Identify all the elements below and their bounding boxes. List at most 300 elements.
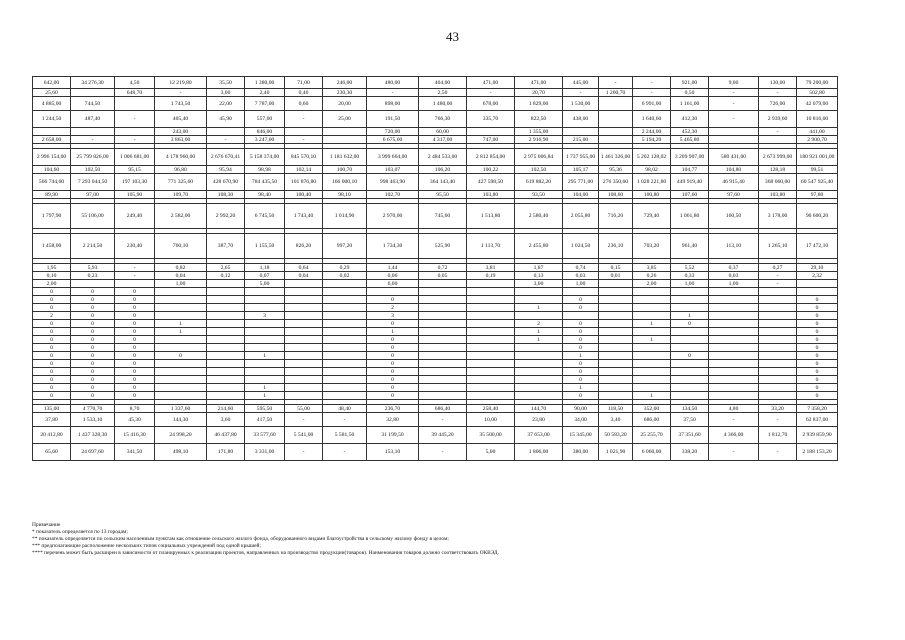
table-cell: - <box>709 444 759 461</box>
table-cell: 29,10 <box>797 264 838 272</box>
table-cell: 128,18 <box>759 166 797 174</box>
table-cell: 63 837,00 <box>797 413 838 427</box>
table-cell: 845 570,10 <box>285 149 323 166</box>
table-cell <box>515 296 563 304</box>
table-cell: 1 061,80 <box>671 204 709 229</box>
table-cell: 5 158 374,00 <box>245 149 285 166</box>
table-cell: 0 <box>563 296 599 304</box>
table-cell <box>155 360 207 368</box>
table-cell <box>709 296 759 304</box>
table-cell: 71,00 <box>285 77 323 89</box>
table-cell: 37 653,00 <box>515 427 563 444</box>
table-cell <box>245 360 285 368</box>
table-cell <box>515 288 563 296</box>
table-cell: 0 <box>115 344 155 352</box>
table-cell: - <box>467 89 515 97</box>
note-4: **** перечень может быть расширен в зависимости от планируемых к реализации проектов, направленных на производство продукции(товаров). Наименования товаров должно соответствовать ОКВЭД. <box>32 550 499 556</box>
table-cell: - <box>759 444 797 461</box>
table-cell: - <box>323 413 367 427</box>
table-cell: 0 <box>115 376 155 384</box>
table-cell <box>285 320 323 328</box>
table-cell <box>599 312 633 320</box>
table-cell <box>563 128 599 136</box>
table-cell: - <box>323 444 367 461</box>
table-cell <box>467 296 515 304</box>
table-cell <box>599 376 633 384</box>
table-cell <box>323 328 367 336</box>
table-row <box>33 234 838 259</box>
table-cell <box>71 89 115 97</box>
table-cell: 2 939 859,90 <box>797 427 838 444</box>
table-cell <box>709 376 759 384</box>
table-cell: 335,70 <box>467 111 515 128</box>
table-cell: 427 598,50 <box>467 174 515 191</box>
table-cell <box>245 368 285 376</box>
table-cell: 34,00 <box>563 413 599 427</box>
table-row <box>33 97 838 111</box>
table-cell: 5 541,00 <box>285 427 323 444</box>
table-cell: 0,33 <box>671 272 709 280</box>
table-cell: 249,40 <box>115 204 155 229</box>
table-cell: 3,81 <box>467 264 515 272</box>
table-cell: 0 <box>797 304 838 312</box>
table-cell <box>709 320 759 328</box>
table-cell: 236,10 <box>599 234 633 259</box>
table-cell <box>599 320 633 328</box>
table-cell: 2 970,00 <box>367 204 419 229</box>
table-cell: 5,93 <box>71 264 115 272</box>
table-cell: 104,77 <box>671 166 709 174</box>
table-cell <box>323 288 367 296</box>
table-cell: 998 463,90 <box>367 174 419 191</box>
table-cell <box>155 304 207 312</box>
table-cell <box>563 288 599 296</box>
table-cell: 7 358,20 <box>797 405 838 413</box>
table-cell <box>467 128 515 136</box>
table-cell: 438,00 <box>563 111 599 128</box>
table-cell: - <box>759 280 797 288</box>
table-cell: 686,00 <box>633 413 671 427</box>
table-row <box>33 149 838 166</box>
table-cell <box>419 392 467 400</box>
table-cell: 0 <box>797 352 838 360</box>
table-cell <box>599 344 633 352</box>
table-cell: 502,80 <box>797 89 838 97</box>
table-cell: 716,20 <box>599 204 633 229</box>
table-cell: 93,50 <box>515 191 563 199</box>
table-cell <box>419 384 467 392</box>
table-cell <box>797 280 838 288</box>
table-cell <box>207 368 245 376</box>
table-cell <box>419 288 467 296</box>
table-cell: 106,20 <box>419 166 467 174</box>
table-cell: 95,94 <box>207 166 245 174</box>
table-cell <box>467 312 515 320</box>
table-cell <box>419 376 467 384</box>
table-cell: 95,15 <box>115 166 155 174</box>
table-cell: 171,80 <box>207 444 245 461</box>
table-cell: 1,00 <box>709 280 759 288</box>
table-cell: 3,85 <box>633 264 671 272</box>
table-cell: 1 <box>563 352 599 360</box>
table-cell: 79 200,00 <box>797 77 838 89</box>
table-cell <box>599 352 633 360</box>
table-cell: 720,00 <box>367 128 419 136</box>
table-cell: 404,00 <box>419 77 467 89</box>
table-cell: 25,00 <box>323 111 367 128</box>
table-cell: 2 455,80 <box>515 234 563 259</box>
table-cell <box>599 97 633 111</box>
table-cell <box>599 136 633 144</box>
table-cell: 1 006 681,00 <box>115 149 155 166</box>
table-cell: 90 600,20 <box>797 204 838 229</box>
table-cell: 2,00 <box>633 280 671 288</box>
table-cell <box>245 336 285 344</box>
table-cell <box>515 376 563 384</box>
table-cell <box>599 360 633 368</box>
table-cell: 368 060,00 <box>759 174 797 191</box>
table-cell: 15 345,00 <box>563 427 599 444</box>
table-cell: 258,40 <box>467 405 515 413</box>
table-cell: 295 771,00 <box>563 174 599 191</box>
table-cell: 1 530,00 <box>563 97 599 111</box>
table-row <box>33 272 838 280</box>
table-cell: 4 317,00 <box>419 136 467 144</box>
table-cell: - <box>709 89 759 97</box>
table-cell: 0 <box>367 296 419 304</box>
table-cell: 20 412,80 <box>33 427 71 444</box>
table-cell <box>467 360 515 368</box>
table-cell: 3 <box>245 312 285 320</box>
table-cell <box>285 376 323 384</box>
table-cell: 1 155,50 <box>245 234 285 259</box>
table-cell: 0 <box>115 384 155 392</box>
table-cell: 33 577,60 <box>245 427 285 444</box>
table-cell: 0 <box>33 320 71 328</box>
table-cell: 0 <box>71 288 115 296</box>
table-cell <box>419 328 467 336</box>
table-cell: 0 <box>367 360 419 368</box>
table-cell: 2 <box>515 320 563 328</box>
table-cell <box>285 304 323 312</box>
table-cell: 104,80 <box>709 166 759 174</box>
table-cell <box>245 344 285 352</box>
table-cell: 243,00 <box>155 128 207 136</box>
table-cell: 1 743,40 <box>285 204 323 229</box>
table-cell: 107,60 <box>671 191 709 199</box>
table-cell: - <box>285 136 323 144</box>
table-cell <box>633 312 671 320</box>
notes-block <box>32 522 852 557</box>
table-cell: - <box>285 111 323 128</box>
table-cell: 0,64 <box>285 264 323 272</box>
notes-title: Примечание <box>32 522 61 528</box>
table-cell <box>285 368 323 376</box>
table-cell: 997,20 <box>323 234 367 259</box>
table-cell: 2 244,00 <box>633 128 671 136</box>
table-cell <box>323 296 367 304</box>
table-cell: 0 <box>115 336 155 344</box>
table-cell: 0 <box>33 392 71 400</box>
table-cell: 784 435,50 <box>245 174 285 191</box>
table-cell: 487,40 <box>71 111 115 128</box>
table-cell <box>515 368 563 376</box>
table-cell <box>207 320 245 328</box>
table-row <box>33 288 838 296</box>
table-cell <box>599 328 633 336</box>
table-cell: 1 437 328,30 <box>71 427 115 444</box>
table-cell <box>467 344 515 352</box>
table-cell: 760,10 <box>155 234 207 259</box>
table-cell: 10,00 <box>467 413 515 427</box>
table-cell <box>515 360 563 368</box>
table-cell: 48,40 <box>323 405 367 413</box>
table-cell: 1 380,00 <box>245 77 285 89</box>
table-cell <box>285 384 323 392</box>
table-cell: 105,90 <box>115 191 155 199</box>
table-cell <box>419 320 467 328</box>
table-cell: 1 533,10 <box>71 413 115 427</box>
table-cell: 2,00 <box>33 280 71 288</box>
table-cell: 2,32 <box>797 272 838 280</box>
table-cell: 3 999 664,00 <box>367 149 419 166</box>
table-cell: 1,00 <box>563 280 599 288</box>
table-cell: 0 <box>563 392 599 400</box>
table-cell: 0 <box>71 304 115 312</box>
table-cell <box>155 376 207 384</box>
table-cell: 0 <box>71 328 115 336</box>
table-cell: 25,60 <box>33 89 71 97</box>
table-cell <box>671 360 709 368</box>
table-cell: 6 745,50 <box>245 204 285 229</box>
table-cell: 0,03 <box>563 272 599 280</box>
table-cell: 1 812,70 <box>759 427 797 444</box>
table-cell: - <box>207 136 245 144</box>
table-cell: 619 882,20 <box>515 174 563 191</box>
table-cell: 1 743,50 <box>155 97 207 111</box>
table-cell: 338,20 <box>671 444 709 461</box>
table-body <box>33 77 838 461</box>
table-cell: - <box>367 89 419 97</box>
table-cell <box>323 392 367 400</box>
table-cell: 766,30 <box>419 111 467 128</box>
table-row <box>33 166 838 174</box>
table-cell: 102,14 <box>285 166 323 174</box>
table-cell: 34 276,30 <box>71 77 115 89</box>
table-cell: 20,70 <box>515 89 563 97</box>
table-cell <box>323 344 367 352</box>
table-cell: 101 876,80 <box>285 174 323 191</box>
table-cell: 0,82 <box>155 264 207 272</box>
table-cell <box>323 336 367 344</box>
table-cell: 771 325,60 <box>155 174 207 191</box>
table-cell: 180 921 001,00 <box>797 149 838 166</box>
table-cell: 0,07 <box>245 272 285 280</box>
table-cell: 0,12 <box>207 272 245 280</box>
table-cell <box>323 352 367 360</box>
table-cell: 747,00 <box>467 136 515 144</box>
table-cell: - <box>115 111 155 128</box>
table-cell: 4,80 <box>709 405 759 413</box>
note-1: * показатель определяется по 13 городам; <box>32 529 128 535</box>
table-cell: 134,50 <box>671 405 709 413</box>
table-cell <box>155 312 207 320</box>
table-cell <box>245 304 285 312</box>
table-row <box>33 128 838 136</box>
table-cell <box>671 344 709 352</box>
table-cell <box>671 368 709 376</box>
table-cell: 0 <box>115 328 155 336</box>
table-cell <box>419 312 467 320</box>
table-cell <box>323 320 367 328</box>
table-cell: 0 <box>797 320 838 328</box>
table-cell: 1 <box>515 304 563 312</box>
table-cell <box>759 328 797 336</box>
table-cell: 8,70 <box>115 405 155 413</box>
table-cell: 341,50 <box>115 444 155 461</box>
table-cell <box>207 392 245 400</box>
table-cell: 113,10 <box>709 234 759 259</box>
table-cell: 1 513,80 <box>467 204 515 229</box>
table-cell: 6 060,00 <box>633 444 671 461</box>
table-row <box>33 376 838 384</box>
table-cell <box>155 368 207 376</box>
table-cell: 97,00 <box>71 191 115 199</box>
table-cell: 452,30 <box>671 128 709 136</box>
table-cell: 0,10 <box>33 272 71 280</box>
table-row <box>33 360 838 368</box>
table-cell: 1 181 632,00 <box>323 149 367 166</box>
table-cell: 0 <box>115 320 155 328</box>
note-2: ** показатель определяется по сельским населенным пунктам как отношение сельского жилого фонда, оборудованного видами благоустройства в сельскому жилому фонду в целом; <box>32 536 449 542</box>
table-cell: 1 806,00 <box>515 444 563 461</box>
table-cell: 37,50 <box>671 413 709 427</box>
table-cell: 2 214,50 <box>71 234 115 259</box>
table-cell: 108,60 <box>599 191 633 199</box>
table-cell: 5,00 <box>245 280 285 288</box>
table-cell <box>419 368 467 376</box>
table-cell: - <box>709 413 759 427</box>
table-cell: 0 <box>71 336 115 344</box>
table-cell <box>467 392 515 400</box>
table-cell: 1 021,90 <box>599 444 633 461</box>
table-cell: 417,50 <box>245 413 285 427</box>
table-cell: 246,00 <box>323 77 367 89</box>
table-cell: 37 351,60 <box>671 427 709 444</box>
table-cell: - <box>115 272 155 280</box>
table-cell: - <box>285 413 323 427</box>
table-cell <box>709 344 759 352</box>
table-cell <box>71 280 115 288</box>
table-cell: 0,02 <box>323 272 367 280</box>
table-cell <box>323 368 367 376</box>
table-cell <box>759 304 797 312</box>
table-cell: 3,00 <box>207 89 245 97</box>
table-cell <box>323 280 367 288</box>
table-cell: 352,00 <box>633 405 671 413</box>
table-cell: 1 461 326,00 <box>599 149 633 166</box>
table-cell <box>207 312 245 320</box>
table-row <box>33 136 838 144</box>
table-cell <box>467 368 515 376</box>
table-cell: 2 812 854,00 <box>467 149 515 166</box>
table-row <box>33 77 838 89</box>
table-cell <box>515 384 563 392</box>
table-cell: 729,40 <box>633 204 671 229</box>
table-cell <box>71 128 115 136</box>
table-cell: 0 <box>563 344 599 352</box>
table-cell: 32,80 <box>367 413 419 427</box>
table-cell: 98,40 <box>245 191 285 199</box>
table-cell <box>709 304 759 312</box>
table-cell <box>709 352 759 360</box>
table-cell: 33,20 <box>759 405 797 413</box>
table-cell: 0 <box>367 376 419 384</box>
table-cell: - <box>759 272 797 280</box>
table-cell: 0 <box>33 288 71 296</box>
table-cell <box>467 280 515 288</box>
table-row <box>33 444 838 461</box>
table-cell: 0 <box>563 376 599 384</box>
table-cell: 0 <box>33 384 71 392</box>
table-cell: 20,00 <box>323 97 367 111</box>
table-cell <box>671 392 709 400</box>
table-cell <box>367 288 419 296</box>
table-cell: 276 350,60 <box>599 174 633 191</box>
table-row <box>33 280 838 288</box>
table-cell: 2 188 153,20 <box>797 444 838 461</box>
table-cell <box>797 288 838 296</box>
table-cell: 2 676 670,41 <box>207 149 245 166</box>
table-cell: 1 <box>633 320 671 328</box>
table-cell: 4 770,70 <box>71 405 115 413</box>
table-cell <box>285 128 323 136</box>
table-cell: 1 <box>671 312 709 320</box>
table-cell: 0,03 <box>709 272 759 280</box>
table-cell <box>709 328 759 336</box>
table-cell <box>709 288 759 296</box>
table-cell: 0 <box>71 344 115 352</box>
table-cell: 2 939,60 <box>759 111 797 128</box>
table-cell: - <box>419 413 467 427</box>
table-cell <box>419 296 467 304</box>
table-cell: - <box>759 128 797 136</box>
table-cell: 0 <box>115 288 155 296</box>
table-cell: 1 <box>367 328 419 336</box>
table-cell: 1 <box>563 384 599 392</box>
table-cell: 100,80 <box>633 191 671 199</box>
table-cell: 108,30 <box>207 191 245 199</box>
table-cell <box>155 288 207 296</box>
table-cell <box>323 384 367 392</box>
table-cell <box>467 320 515 328</box>
table-cell: 99,51 <box>797 166 838 174</box>
table-cell <box>759 136 797 144</box>
table-cell <box>323 128 367 136</box>
table-cell: 1 <box>633 336 671 344</box>
table-cell: 0 <box>33 328 71 336</box>
table-cell: 153,10 <box>367 444 419 461</box>
table-cell <box>323 136 367 144</box>
table-cell: 6,00 <box>367 280 419 288</box>
table-cell: 1,00 <box>671 280 709 288</box>
table-cell <box>599 304 633 312</box>
table-cell: 0 <box>563 360 599 368</box>
table-cell <box>419 352 467 360</box>
table-cell <box>207 376 245 384</box>
table-cell: 3,60 <box>207 413 245 427</box>
table-cell <box>207 288 245 296</box>
